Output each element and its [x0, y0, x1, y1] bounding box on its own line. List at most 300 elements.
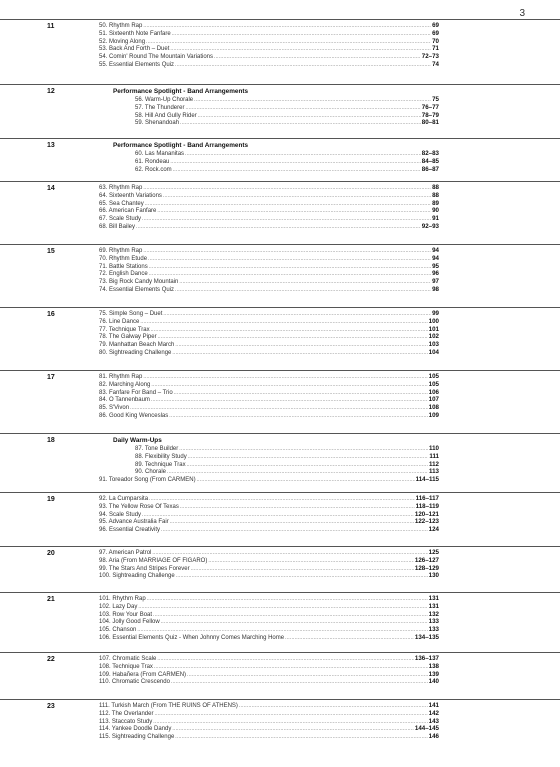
toc-entry	[99, 61, 439, 69]
entry-title: 89. Technique Trax	[135, 461, 186, 468]
entry-page: 108	[428, 404, 439, 412]
dot-leader	[154, 711, 427, 719]
toc-entry	[99, 341, 439, 349]
toc-entry	[99, 38, 439, 46]
toc-entry	[99, 412, 439, 420]
toc-entry	[99, 655, 439, 663]
page-number: 3	[519, 8, 525, 19]
dot-leader	[194, 97, 431, 105]
entry-list	[99, 655, 439, 686]
dot-leader	[157, 656, 414, 664]
entry-page: 124	[428, 526, 439, 534]
entry-list	[99, 22, 439, 69]
entry-page: 82–83	[421, 150, 439, 157]
entry-list	[99, 549, 439, 580]
entry-title: 73. Big Rock Candy Mountain	[99, 279, 179, 286]
entry-title: 105. Chanson	[99, 627, 137, 634]
toc-entry	[99, 270, 439, 278]
entry-title: 95. Advance Australia Fair	[99, 519, 169, 526]
dot-leader	[158, 334, 428, 342]
entry-page: 120–121	[414, 510, 439, 518]
dot-leader	[171, 679, 428, 687]
dot-leader	[143, 248, 431, 256]
entry-page: 136–137	[414, 655, 439, 662]
toc-section	[0, 181, 560, 230]
toc-entry	[99, 373, 439, 381]
entry-page: 96	[432, 270, 439, 278]
dot-leader	[143, 374, 427, 382]
entry-page: 84–85	[421, 157, 439, 165]
toc-entry	[99, 192, 439, 200]
dot-leader	[142, 512, 414, 520]
toc-entry	[99, 445, 439, 453]
dot-leader	[140, 319, 427, 327]
toc-entry	[99, 518, 439, 526]
section-page-label: 16	[47, 311, 55, 318]
dot-leader	[197, 477, 415, 485]
dot-leader	[180, 120, 421, 128]
entry-page: 97	[432, 278, 439, 286]
entry-title: 81. Rhythm Rap	[99, 374, 143, 380]
toc-entry	[99, 318, 439, 326]
entry-title: 86. Good King Wenceslas	[99, 412, 169, 419]
entry-title: 50. Rhythm Rap	[99, 23, 143, 29]
entry-title: 109. Habañera (From CARMEN)	[99, 671, 187, 678]
dot-leader	[175, 287, 431, 295]
entry-title: 59. Shenandoah	[135, 120, 180, 127]
dot-leader	[149, 496, 415, 504]
dot-leader	[149, 264, 431, 272]
toc-entry	[99, 725, 439, 733]
entry-page: 95	[432, 262, 439, 270]
dot-leader	[191, 566, 414, 574]
toc-entry	[99, 557, 439, 565]
entry-title: 68. Bill Bailey	[99, 223, 136, 230]
dot-leader	[137, 627, 427, 635]
dot-leader	[146, 39, 431, 47]
section-page-label: 20	[47, 550, 55, 557]
dot-leader	[175, 342, 427, 350]
dot-leader	[143, 185, 431, 193]
entry-title: 96. Essential Creativity	[99, 527, 161, 534]
entry-title: 63. Rhythm Rap	[99, 185, 143, 191]
section-heading: Performance Spotlight - Band Arrangements	[113, 142, 249, 149]
entry-title: 85. S'Vivon	[99, 405, 130, 412]
toc-entry	[99, 718, 439, 726]
entry-page: 144–145	[414, 725, 439, 733]
dot-leader	[130, 405, 428, 413]
toc-entry	[99, 45, 439, 53]
entry-page: 88	[432, 191, 439, 199]
dot-leader	[136, 224, 421, 232]
entry-page: 86–87	[421, 165, 439, 173]
toc-entry	[99, 255, 439, 263]
entry-title: 93. The Yellow Rose Of Texas	[99, 503, 179, 510]
section-page-label: 11	[47, 23, 55, 30]
section-page-label: 23	[47, 703, 55, 710]
entry-page: 131	[428, 602, 439, 610]
entry-page: 102	[428, 333, 439, 341]
entry-page: 113	[429, 468, 439, 476]
entry-title: 84. O Tannenbaum	[99, 397, 150, 404]
entry-title: 91. Toreador Song (From CARMEN)	[99, 477, 196, 484]
dot-leader	[179, 446, 428, 454]
toc-section	[0, 546, 560, 580]
dot-leader	[172, 350, 427, 358]
toc-section	[0, 492, 560, 534]
toc-entry	[99, 30, 439, 38]
entry-page: 114–115	[415, 476, 439, 484]
dot-leader	[175, 734, 427, 742]
toc-section	[0, 433, 560, 484]
toc-entry	[99, 678, 439, 686]
toc-entry	[99, 215, 439, 223]
entry-page: 125	[428, 549, 439, 556]
toc-entry	[99, 572, 439, 580]
dot-leader	[147, 596, 428, 604]
toc-entry	[99, 626, 439, 634]
entry-page: 91	[432, 215, 439, 223]
dot-leader	[151, 397, 428, 405]
dot-leader	[208, 558, 414, 566]
entry-title: 83. Fanfare For Band – Trio	[99, 389, 173, 396]
toc-entry	[99, 286, 439, 294]
entry-page: 101	[428, 325, 439, 333]
entry-title: 56. Warm-Up Chorale	[135, 97, 194, 103]
toc-entry	[99, 158, 439, 166]
entry-title: 62. Rock.com	[135, 166, 172, 173]
toc-entry	[99, 511, 439, 519]
entry-page: 69	[432, 29, 439, 37]
dot-leader	[172, 726, 414, 734]
entry-title: 101. Rhythm Rap	[99, 596, 146, 602]
toc-entry	[99, 611, 439, 619]
toc-entry	[99, 104, 439, 112]
toc-entry	[99, 22, 439, 30]
section-heading: Performance Spotlight - Band Arrangements	[113, 88, 249, 95]
entry-title: 57. The Thunderer	[135, 104, 185, 111]
entry-page: 70	[432, 37, 439, 45]
entry-page: 90	[432, 207, 439, 215]
toc-entry	[99, 733, 439, 741]
toc-entry	[99, 476, 439, 484]
dot-leader	[161, 527, 428, 535]
section-page-label: 14	[47, 185, 55, 192]
entry-title: 55. Essential Elements Quiz	[99, 61, 175, 68]
entry-title: 58. Hill And Gully Rider	[135, 112, 197, 119]
toc-entry	[99, 461, 439, 469]
entry-title: 65. Sea Chantey	[99, 200, 144, 207]
toc-entry	[99, 389, 439, 397]
dot-leader	[187, 672, 428, 680]
entry-page: 130	[428, 572, 439, 580]
entry-title: 76. Line Dance	[99, 318, 140, 325]
entry-title: 87. Tone Builder	[135, 446, 179, 452]
toc-entry	[99, 53, 439, 61]
toc-section	[0, 307, 560, 356]
entry-title: 66. American Fanfare	[99, 208, 157, 215]
toc-section	[0, 652, 560, 686]
entry-list	[99, 595, 439, 642]
entry-list	[99, 495, 439, 534]
entry-list	[99, 436, 439, 484]
entry-title: 79. Manhattan Beach March	[99, 342, 175, 349]
entry-page: 126–127	[414, 556, 439, 564]
entry-title: 70. Rhythm Etude	[99, 255, 148, 262]
entry-page: 142	[428, 709, 439, 717]
entry-title: 111. Turkish March (From THE RUINS OF ATHENS)	[99, 703, 238, 709]
toc-entry	[99, 326, 439, 334]
toc-section	[0, 138, 560, 173]
toc-entry	[99, 349, 439, 357]
toc-entry	[99, 702, 439, 710]
toc-section	[0, 370, 560, 419]
toc-entry	[99, 96, 439, 104]
entry-page: 72–73	[421, 53, 439, 61]
entry-title: 74. Essential Elements Quiz	[99, 286, 175, 293]
dot-leader	[180, 504, 415, 512]
toc-entry	[99, 381, 439, 389]
toc-entry	[99, 503, 439, 511]
entry-page: 105	[428, 373, 439, 380]
entry-page: 104	[428, 348, 439, 356]
toc-entry	[99, 150, 439, 158]
entry-title: 51. Sixteenth Note Fanfare	[99, 30, 171, 37]
toc-entry	[99, 603, 439, 611]
entry-page: 78–79	[421, 111, 439, 119]
toc-entry	[99, 112, 439, 120]
toc-entry	[99, 710, 439, 718]
entry-page: 109	[428, 411, 439, 419]
entry-list	[99, 87, 439, 127]
dot-leader	[172, 31, 431, 39]
dot-leader	[285, 635, 414, 643]
toc-entry	[99, 526, 439, 534]
entry-title: 53. Back And Forth – Duet	[99, 46, 170, 53]
dot-leader	[170, 46, 431, 54]
dot-leader	[179, 279, 431, 287]
dot-leader	[157, 208, 431, 216]
entry-title: 90. Chorale	[135, 469, 167, 476]
dot-leader	[173, 167, 421, 175]
entry-title: 71. Battle Stations	[99, 263, 148, 270]
entry-page: 122–123	[414, 518, 439, 526]
entry-page: 111	[429, 452, 439, 460]
entry-page: 88	[432, 184, 439, 191]
entry-title: 99. The Stars And Stripes Forever	[99, 565, 190, 572]
entry-page: 100	[428, 317, 439, 325]
entry-title: 54. Comin' Round The Mountain Variations	[99, 54, 213, 61]
toc-entry	[99, 200, 439, 208]
toc-entry	[99, 263, 439, 271]
toc-entry	[99, 618, 439, 626]
entry-list	[99, 702, 439, 741]
dot-leader	[152, 550, 427, 558]
entry-title: 98. Aria (From MARRIAGE OF FIGARO)	[99, 557, 208, 564]
entry-page: 110	[429, 445, 439, 452]
entry-page: 118–119	[415, 502, 439, 510]
entry-title: 67. Scale Study	[99, 216, 142, 223]
entry-page: 94	[432, 247, 439, 254]
entry-title: 103. Row Your Boat	[99, 611, 153, 618]
dot-leader	[163, 193, 431, 201]
toc-entry	[99, 634, 439, 642]
dot-leader	[149, 271, 431, 279]
entry-title: 64. Sixteenth Variations	[99, 192, 162, 199]
entry-page: 71	[432, 45, 439, 53]
toc-entry	[99, 184, 439, 192]
entry-page: 103	[428, 341, 439, 349]
toc-section	[0, 19, 560, 68]
entry-title: 82. Marching Along	[99, 381, 151, 388]
entry-title: 107. Chromatic Scale	[99, 656, 157, 662]
dot-leader	[145, 201, 431, 209]
entry-title: 112. The Overlander	[99, 710, 154, 717]
dot-leader	[185, 151, 421, 159]
toc-entry	[99, 247, 439, 255]
entry-title: 100. Sightreading Challenge	[99, 573, 175, 580]
entry-title: 106. Essential Elements Quiz - When Johnny Comes Marching Home	[99, 634, 285, 641]
toc-section	[0, 244, 560, 293]
entry-page: 89	[432, 199, 439, 207]
toc-entry	[99, 396, 439, 404]
toc-entry	[99, 166, 439, 174]
section-page-label: 12	[47, 88, 55, 95]
dot-leader	[154, 664, 428, 672]
entry-list	[99, 247, 439, 294]
dot-leader	[163, 311, 431, 319]
dot-leader	[151, 382, 427, 390]
section-page-label: 19	[47, 496, 55, 503]
dot-leader	[138, 604, 427, 612]
dot-leader	[185, 105, 420, 113]
entry-page: 139	[428, 670, 439, 678]
toc-entry	[99, 671, 439, 679]
dot-leader	[239, 703, 428, 711]
toc-entry	[99, 663, 439, 671]
entry-page: 134–135	[414, 633, 439, 641]
dot-leader	[170, 519, 414, 527]
entry-list	[99, 310, 439, 357]
entry-page: 92–93	[421, 222, 439, 230]
entry-page: 69	[432, 22, 439, 29]
toc-section	[0, 699, 560, 741]
entry-page: 107	[428, 396, 439, 404]
entry-page: 133	[428, 626, 439, 634]
dot-leader	[167, 469, 428, 477]
toc-section	[0, 84, 560, 127]
toc-entry	[99, 404, 439, 412]
dot-leader	[175, 62, 431, 70]
toc-entry	[99, 223, 439, 231]
entry-title: 94. Scale Study	[99, 511, 142, 518]
dot-leader	[176, 573, 428, 581]
entry-title: 92. La Cumparsita	[99, 496, 149, 502]
section-page-label: 18	[47, 437, 55, 444]
dot-leader	[174, 390, 428, 398]
entry-page: 75	[432, 96, 439, 103]
toc-entry	[99, 453, 439, 461]
entry-title: 110. Chromatic Crescendo	[99, 679, 170, 686]
entry-title: 102. Lazy Day	[99, 603, 138, 610]
section-page-label: 13	[47, 142, 55, 149]
entry-page: 141	[428, 702, 439, 709]
toc-entry	[99, 595, 439, 603]
dot-leader	[143, 23, 431, 31]
entry-list	[99, 373, 439, 420]
entry-page: 146	[428, 733, 439, 741]
entry-page: 94	[432, 254, 439, 262]
entry-title: 78. The Galway Piper	[99, 334, 157, 341]
entry-page: 138	[428, 662, 439, 670]
entry-page: 132	[428, 610, 439, 618]
toc-entry	[99, 278, 439, 286]
entry-list	[99, 141, 439, 173]
entry-page: 76–77	[421, 103, 439, 111]
entry-page: 80–81	[421, 119, 439, 127]
entry-title: 104. Jolly Good Fellow	[99, 619, 160, 626]
entry-title: 61. Rondeau	[135, 158, 170, 165]
entry-page: 106	[428, 388, 439, 396]
toc-entry	[99, 549, 439, 557]
section-page-label: 15	[47, 248, 55, 255]
toc-entry	[99, 468, 439, 476]
entry-title: 80. Sightreading Challenge	[99, 349, 172, 356]
entry-page: 105	[428, 380, 439, 388]
entry-page: 140	[428, 678, 439, 686]
entry-list	[99, 184, 439, 231]
toc-entry	[99, 565, 439, 573]
dot-leader	[170, 159, 420, 167]
entry-page: 98	[432, 285, 439, 293]
entry-title: 69. Rhythm Rap	[99, 248, 143, 254]
dot-leader	[148, 256, 431, 264]
entry-page: 133	[428, 618, 439, 626]
entry-page: 128–129	[414, 564, 439, 572]
entry-title: 113. Staccato Study	[99, 718, 153, 725]
section-page-label: 21	[47, 596, 55, 603]
toc-entry	[99, 495, 439, 503]
entry-page: 131	[428, 595, 439, 602]
toc-entry	[99, 119, 439, 127]
entry-title: 108. Technique Trax	[99, 663, 153, 670]
dot-leader	[188, 454, 429, 462]
dot-leader	[153, 719, 427, 727]
dot-leader	[214, 54, 421, 62]
entry-page: 74	[432, 60, 439, 68]
section-page-label: 17	[47, 374, 55, 381]
toc-entry	[99, 207, 439, 215]
entry-page: 143	[428, 717, 439, 725]
entry-title: 77. Technique Trax	[99, 326, 150, 333]
dot-leader	[153, 612, 428, 620]
section-heading: Daily Warm-Ups	[113, 437, 162, 444]
toc-entry	[99, 310, 439, 318]
entry-page: 112	[429, 460, 439, 468]
dot-leader	[142, 216, 431, 224]
dot-leader	[151, 327, 428, 335]
entry-page: 116–117	[415, 495, 439, 502]
entry-title: 72. English Dance	[99, 271, 148, 278]
entry-title: 115. Sightreading Challenge	[99, 734, 175, 741]
section-page-label: 22	[47, 656, 55, 663]
entry-title: 75. Simple Song – Duet	[99, 311, 163, 317]
toc-section	[0, 592, 560, 641]
entry-title: 114. Yankee Doodle Dandy	[99, 726, 172, 733]
dot-leader	[169, 413, 427, 421]
toc-entry	[99, 333, 439, 341]
entry-title: 60. Las Mananitas	[135, 151, 185, 157]
